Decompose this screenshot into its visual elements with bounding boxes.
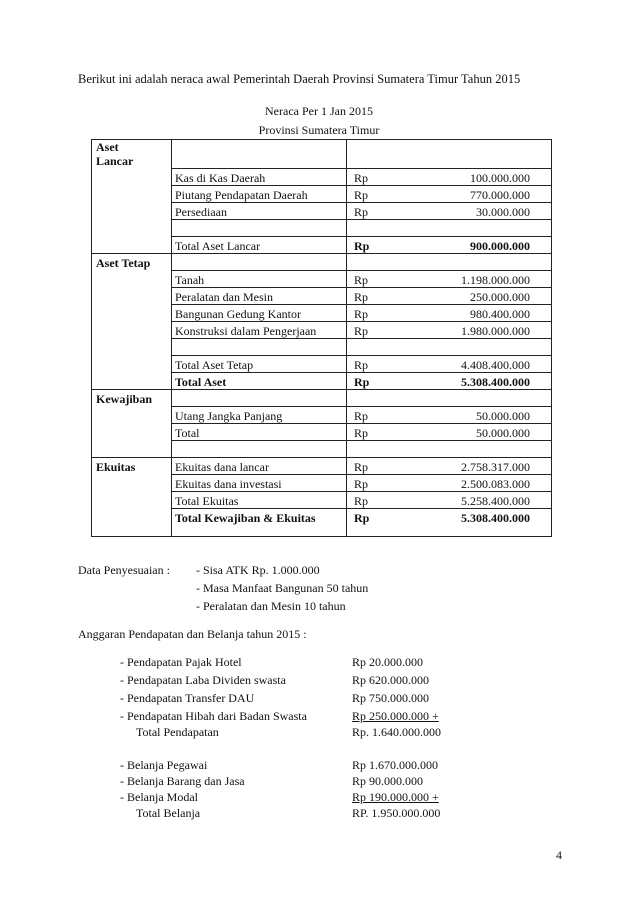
section-label: Aset Lancar bbox=[96, 140, 134, 168]
currency-label: Rp bbox=[354, 358, 369, 372]
income-item-value: Rp 620.000.000 bbox=[352, 673, 430, 687]
amount-value: 2.758.317.000 bbox=[461, 460, 530, 474]
item-label: Kas di Kas Daerah bbox=[175, 171, 266, 185]
currency-label: Rp bbox=[354, 477, 369, 491]
item-label: Ekuitas dana investasi bbox=[175, 477, 282, 491]
item-label: Konstruksi dalam Pengerjaan bbox=[175, 324, 317, 338]
item-label: Total bbox=[175, 426, 200, 440]
amount-value: 900.000.000 bbox=[470, 239, 530, 253]
amount-value: 100.000.000 bbox=[470, 171, 530, 185]
table-row bbox=[92, 288, 551, 305]
currency-label: Rp bbox=[354, 188, 369, 202]
table-row bbox=[92, 407, 551, 424]
table-row bbox=[92, 140, 551, 169]
expense-total-value: RP. 1.950.000.000 bbox=[352, 806, 441, 820]
amount-value: 4.408.400.000 bbox=[461, 358, 530, 372]
section-label: Aset Tetap bbox=[96, 256, 151, 270]
table-row bbox=[92, 492, 551, 509]
expense-item-value: Rp 90.000.000 bbox=[352, 774, 424, 788]
currency-label: Rp bbox=[354, 273, 369, 287]
item-label: Ekuitas dana lancar bbox=[175, 460, 269, 474]
currency-label: Rp bbox=[354, 409, 369, 423]
section-label: Ekuitas bbox=[96, 460, 136, 474]
expense-item-label: - Belanja Pegawai bbox=[120, 758, 208, 772]
currency-label: Rp bbox=[354, 426, 369, 440]
table-row bbox=[92, 237, 551, 254]
table-row bbox=[92, 509, 551, 526]
amount-value: 5.258.400.000 bbox=[461, 494, 530, 508]
currency-label: Rp bbox=[354, 290, 369, 304]
income-item-value: Rp 750.000.000 bbox=[352, 691, 430, 705]
amount-value: 50.000.000 bbox=[476, 409, 530, 423]
table-row bbox=[92, 271, 551, 288]
table-row bbox=[92, 254, 551, 271]
budget-title: Anggaran Pendapatan dan Belanja tahun 2015 : bbox=[78, 627, 307, 641]
table-row bbox=[92, 458, 551, 475]
intro-text: Berikut ini adalah neraca awal Pemerintah Daerah Provinsi Sumatera Timur Tahun 2015 bbox=[78, 72, 521, 86]
currency-label: Rp bbox=[354, 239, 370, 253]
amount-value: 250.000.000 bbox=[470, 290, 530, 304]
item-label: Persediaan bbox=[175, 205, 227, 219]
table-row bbox=[92, 475, 551, 492]
sheet-subtitle: Provinsi Sumatera Timur bbox=[258, 123, 380, 137]
currency-label: Rp bbox=[354, 324, 369, 338]
amount-value: 30.000.000 bbox=[476, 205, 530, 219]
expense-item-value: Rp 190.000.000 + bbox=[352, 790, 439, 804]
item-label: Total Aset Tetap bbox=[175, 358, 254, 372]
page-number: 4 bbox=[556, 848, 562, 862]
item-label: Utang Jangka Panjang bbox=[175, 409, 283, 423]
amount-value: 5.308.400.000 bbox=[461, 375, 530, 389]
income-item-label: - Pendapatan Laba Dividen swasta bbox=[120, 673, 286, 687]
adjustment-item: - Masa Manfaat Bangunan 50 tahun bbox=[196, 581, 369, 595]
table-row bbox=[92, 186, 551, 203]
item-label: Bangunan Gedung Kantor bbox=[175, 307, 301, 321]
table-row bbox=[92, 305, 551, 322]
table-row bbox=[92, 322, 551, 339]
table-row bbox=[92, 203, 551, 220]
expense-item-label: - Belanja Modal bbox=[120, 790, 198, 804]
currency-label: Rp bbox=[354, 511, 370, 525]
currency-label: Rp bbox=[354, 205, 369, 219]
table-row bbox=[92, 169, 551, 186]
table-row bbox=[92, 373, 551, 390]
adjustments-label: Data Penyesuaian : bbox=[78, 563, 170, 577]
item-label: Total Kewajiban & Ekuitas bbox=[175, 511, 316, 525]
expense-item-value: Rp 1.670.000.000 bbox=[352, 758, 439, 772]
amount-value: 50.000.000 bbox=[476, 426, 530, 440]
table-row bbox=[92, 441, 551, 458]
table-row bbox=[92, 220, 551, 237]
currency-label: Rp bbox=[354, 307, 369, 321]
amount-value: 5.308.400.000 bbox=[461, 511, 530, 525]
amount-value: 770.000.000 bbox=[470, 188, 530, 202]
income-item-value: Rp 250.000.000 + bbox=[352, 709, 439, 723]
currency-label: Rp bbox=[354, 494, 369, 508]
table-row bbox=[92, 424, 551, 441]
income-total-label: Total Pendapatan bbox=[136, 725, 219, 739]
income-item-value: Rp 20.000.000 bbox=[352, 655, 424, 669]
sheet-title: Neraca Per 1 Jan 2015 bbox=[265, 104, 373, 118]
amount-value: 2.500.083.000 bbox=[461, 477, 530, 491]
income-item-label: - Pendapatan Transfer DAU bbox=[120, 691, 255, 705]
table-row bbox=[92, 390, 551, 407]
item-label: Total Ekuitas bbox=[175, 494, 239, 508]
amount-value: 1.198.000.000 bbox=[461, 273, 530, 287]
expense-item-label: - Belanja Barang dan Jasa bbox=[120, 774, 245, 788]
expense-total-label: Total Belanja bbox=[136, 806, 201, 820]
item-label: Peralatan dan Mesin bbox=[175, 290, 273, 304]
currency-label: Rp bbox=[354, 171, 369, 185]
income-item-label: - Pendapatan Pajak Hotel bbox=[120, 655, 242, 669]
amount-value: 980.400.000 bbox=[470, 307, 530, 321]
item-label: Piutang Pendapatan Daerah bbox=[175, 188, 308, 202]
section-label: Kewajiban bbox=[96, 392, 153, 406]
item-label: Total Aset bbox=[175, 375, 227, 389]
currency-label: Rp bbox=[354, 460, 369, 474]
currency-label: Rp bbox=[354, 375, 370, 389]
adjustment-item: - Peralatan dan Mesin 10 tahun bbox=[196, 599, 346, 613]
amount-value: 1.980.000.000 bbox=[461, 324, 530, 338]
item-label: Total Aset Lancar bbox=[175, 239, 261, 253]
income-item-label: - Pendapatan Hibah dari Badan Swasta bbox=[120, 709, 307, 723]
table-row bbox=[92, 339, 551, 356]
item-label: Tanah bbox=[175, 273, 205, 287]
table-row bbox=[92, 356, 551, 373]
adjustment-item: - Sisa ATK Rp. 1.000.000 bbox=[196, 563, 320, 577]
income-total-value: Rp. 1.640.000.000 bbox=[352, 725, 442, 739]
balance-sheet-table bbox=[91, 139, 552, 537]
